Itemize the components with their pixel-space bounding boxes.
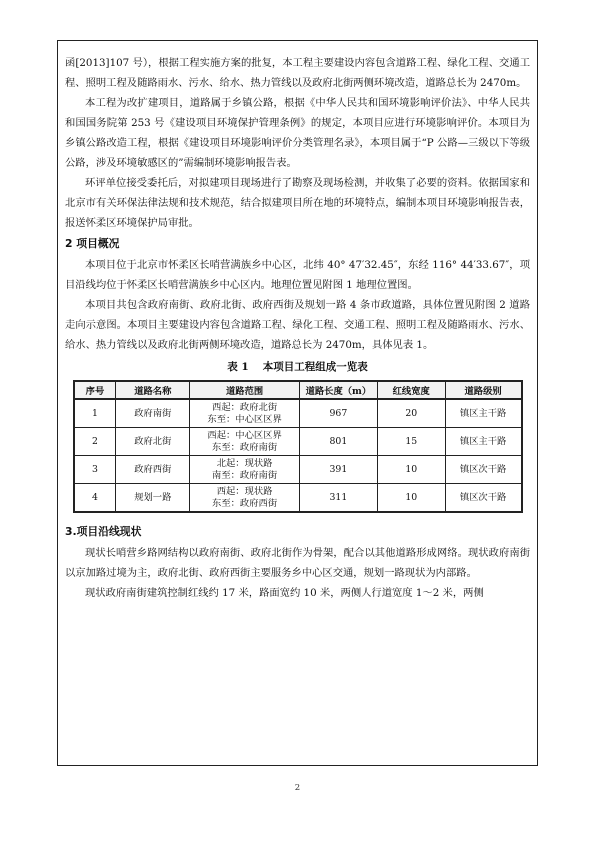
road-composition-table	[74, 381, 522, 512]
range-start: 北起：现状路	[216, 457, 273, 469]
table-caption-title: 本项目工程组成一览表	[262, 361, 368, 373]
cell-road-range	[190, 484, 300, 512]
table-row	[74, 399, 521, 428]
table-row	[74, 456, 521, 484]
cell-road-length: 391	[299, 456, 377, 484]
cell-road-length: 311	[299, 484, 377, 512]
cell-red-line-width: 10	[377, 484, 445, 512]
page-number: 2	[294, 783, 301, 793]
paragraph-intro-continued: 函[2013]107 号），根据工程实施方案的批复，本工程主要建设内容包含道路工程、绿化工程、交通工程、照明工程及随路雨水、污水、给水、热力管线以及政府北街两侧环境改造，道路总长为 2470m。	[65, 57, 530, 89]
col-header-road-range: 道路范围	[190, 382, 300, 400]
range-end: 南至：政府南街	[212, 469, 278, 481]
col-header-road-length: 道路长度（m）	[299, 382, 377, 400]
paragraph-eia-process: 环评单位接受委托后，对拟建项目现场进行了勘察及现场检测，并收集了必要的资料。依据国家和北京市有关环保法律法规和技术规范，结合拟建项目所在地的环境特点，编制本项目环境影响报告表，报送怀柔区环境保护局审批。	[65, 177, 530, 229]
cell-road-length: 967	[299, 399, 377, 428]
table-row	[74, 484, 521, 512]
cell-road-level: 镇区主干路	[445, 399, 521, 428]
table-caption	[65, 356, 530, 378]
cell-red-line-width: 15	[377, 428, 445, 456]
range-start: 西起：政府北街	[212, 401, 278, 413]
cell-road-level: 镇区次干路	[445, 484, 521, 512]
cell-road-name: 政府西街	[116, 456, 190, 484]
cell-no: 3	[74, 456, 116, 484]
cell-road-name: 政府北街	[116, 428, 190, 456]
cell-road-level: 镇区次干路	[445, 456, 521, 484]
cell-road-range	[190, 399, 300, 428]
col-header-no: 序号	[74, 382, 116, 400]
paragraph-project-location: 本项目位于北京市怀柔区长哨营满族乡中心区，北纬 40° 47′32.45″，东经 116° 44′33.67″，项目沿线均位于怀柔区长哨营满族乡中心区内。地理位置见附图 1 地理位置图。	[65, 259, 530, 291]
paragraph-south-street-status: 现状政府南街建筑控制红线约 17 米，路面宽约 10 米，两侧人行道宽度 1～2 米，两侧	[85, 587, 484, 599]
cell-red-line-width: 20	[377, 399, 445, 428]
table-row	[74, 428, 521, 456]
cell-no: 4	[74, 484, 116, 512]
cell-road-range	[190, 428, 300, 456]
page-frame	[57, 40, 538, 766]
cell-road-name: 规划一路	[116, 484, 190, 512]
cell-road-length: 801	[299, 428, 377, 456]
paragraph-road-network: 现状长哨营乡路网结构以政府南街、政府北街作为骨架，配合以其他道路形成网络。现状政府南街以京加路过境为主，政府北街、政府西街主要服务乡中心区交通，规划一路现状为内部路。	[65, 547, 530, 579]
section-heading-current-status: 3.项目沿线现状	[65, 525, 142, 538]
paragraph-project-scope: 本项目共包含政府南街、政府北街、政府西街及规划一路 4 条市政道路，具体位置见附图 2 道路走向示意图。本项目主要建设内容包含道路工程、绿化工程、交通工程、照明工程及随路雨水、污水、给水、热力管线以及政府北街两侧环境改造，道路总长为 2470m，具体见表 1。	[65, 299, 530, 351]
col-header-red-line-width: 红线宽度	[377, 382, 445, 400]
table-header-row	[74, 382, 521, 400]
range-start: 西起：现状路	[216, 485, 273, 497]
paragraph-eia-basis: 本工程为改扩建项目，道路属于乡镇公路，根据《中华人民共和国环境影响评价法》、中华人民共和国国务院第 253 号《建设项目环境保护管理条例》的规定，本项目应进行环境影响评价。本项目为乡镇公路改造工程，根据《建设项目环境影响评价分类管理名录》，本项目属于“P 公路—三级以下等级公路，涉及环境敏感区的”需编制环境影响报告表。	[65, 97, 530, 169]
range-end: 东至：政府西街	[212, 497, 278, 509]
road-table-frame	[73, 380, 523, 513]
range-end: 东至：中心区区界	[207, 413, 282, 425]
col-header-road-name: 道路名称	[116, 382, 190, 400]
col-header-road-level: 道路级别	[445, 382, 521, 400]
cell-no: 1	[74, 399, 116, 428]
cell-no: 2	[74, 428, 116, 456]
document-body	[58, 41, 537, 603]
cell-red-line-width: 10	[377, 456, 445, 484]
cell-road-name: 政府南街	[116, 399, 190, 428]
cell-road-level: 镇区主干路	[445, 428, 521, 456]
range-start: 西起：中心区区界	[207, 429, 282, 441]
section-heading-project-overview: 2 项目概况	[65, 237, 120, 250]
cell-road-range	[190, 456, 300, 484]
table-caption-number: 表 1	[227, 361, 249, 373]
range-end: 东至：政府南街	[212, 441, 278, 453]
